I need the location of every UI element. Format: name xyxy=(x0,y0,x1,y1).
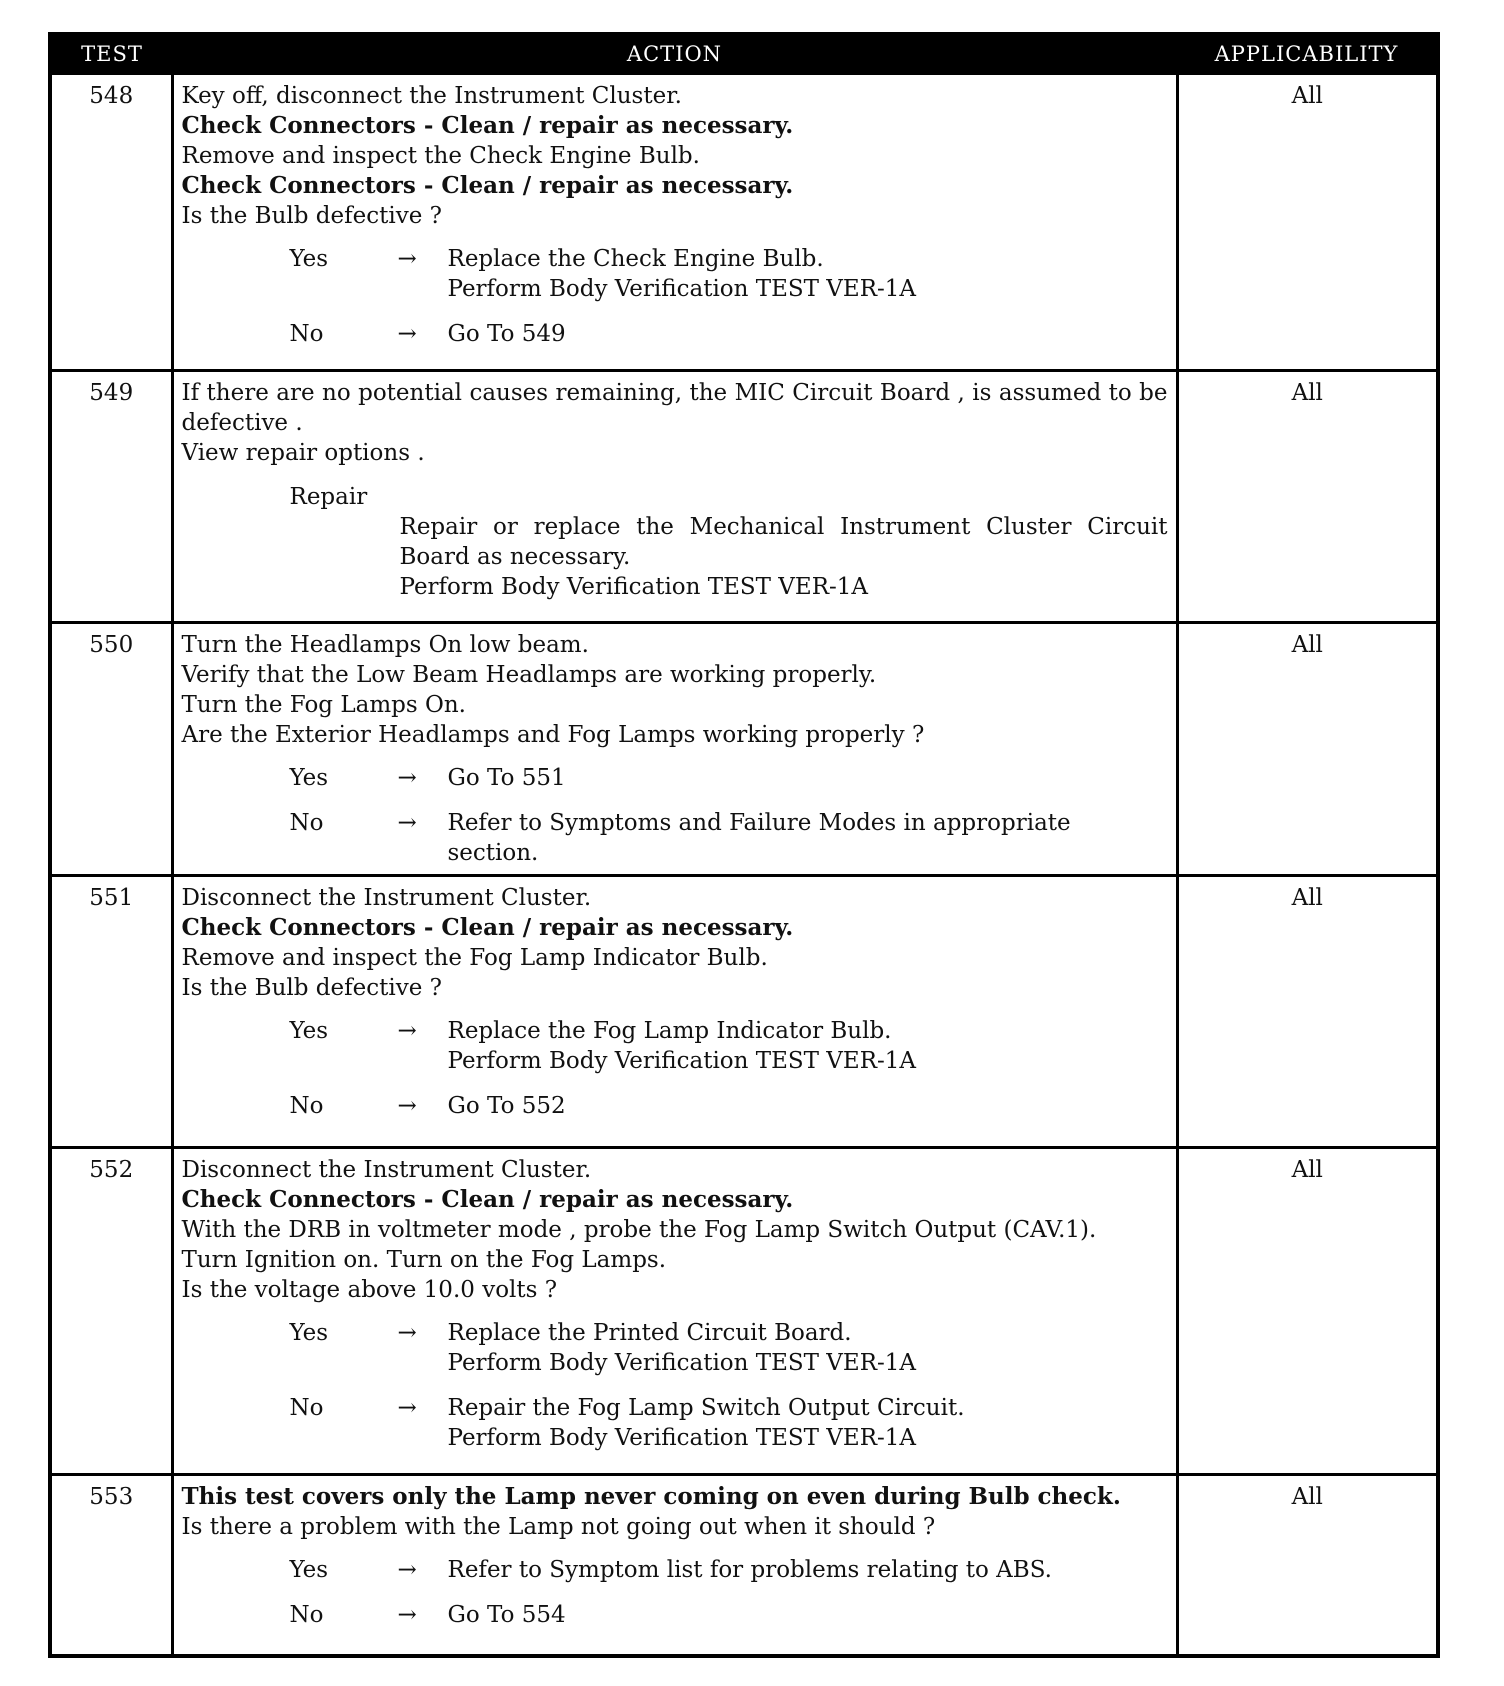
table-row xyxy=(50,623,1438,876)
applicability-value: All xyxy=(1177,371,1438,623)
instruction-bold-line: Check Connectors - Clean / repair as necessary. xyxy=(181,1186,794,1213)
repair-line: Repair or replace the Mechanical Instrument Cluster Circuit Board as necessary. xyxy=(399,514,1168,570)
option-result-line: Replace the Check Engine Bulb. xyxy=(447,246,824,272)
table-row xyxy=(50,1148,1438,1475)
test-number: 549 xyxy=(50,371,172,623)
action-cell xyxy=(172,1148,1177,1475)
instruction-line: Remove and inspect the Check Engine Bulb. xyxy=(181,143,700,169)
option-label: No xyxy=(289,321,324,347)
header-applicability: APPLICABILITY xyxy=(1177,34,1438,74)
diagnostic-test-table xyxy=(48,32,1440,1658)
answer-option-yes xyxy=(182,1016,1168,1076)
option-result-line: Replace the Fog Lamp Indicator Bulb. xyxy=(447,1018,892,1044)
table-row xyxy=(50,876,1438,1148)
arrow-right-icon: → xyxy=(397,1395,417,1421)
option-label: Yes xyxy=(289,1557,329,1583)
action-cell xyxy=(172,1475,1177,1656)
action-cell xyxy=(172,876,1177,1148)
instruction-line: Turn the Fog Lamps On. xyxy=(181,692,466,718)
option-label: Yes xyxy=(289,246,329,272)
arrow-right-icon: → xyxy=(397,765,417,791)
option-label: No xyxy=(289,1093,324,1119)
table-row xyxy=(50,74,1438,371)
option-result xyxy=(448,1091,1168,1121)
option-result-line: Refer to Symptoms and Failure Modes in appropriate section. xyxy=(447,810,1071,866)
answer-option-yes xyxy=(182,763,1168,793)
table-row xyxy=(50,371,1438,623)
instruction-bold-line: Check Connectors - Clean / repair as necessary. xyxy=(181,172,794,199)
arrow-right-icon: → xyxy=(397,1093,417,1119)
arrow-right-icon: → xyxy=(397,1557,417,1583)
instruction-line: Turn the Headlamps On low beam. xyxy=(181,632,589,658)
test-number: 550 xyxy=(50,623,172,876)
option-label: Yes xyxy=(289,1320,329,1346)
repair-label: Repair xyxy=(289,484,368,510)
action-cell xyxy=(172,623,1177,876)
repair-line: Perform Body Verification TEST VER-1A xyxy=(399,574,869,600)
option-result-line: Replace the Printed Circuit Board. xyxy=(447,1320,852,1346)
option-result-line: Perform Body Verification TEST VER-1A xyxy=(447,1350,917,1376)
option-result-line: Go To 551 xyxy=(447,765,566,791)
option-label: No xyxy=(289,810,324,836)
option-result-line: Perform Body Verification TEST VER-1A xyxy=(447,1048,917,1074)
instruction-line: Remove and inspect the Fog Lamp Indicator Bulb. xyxy=(181,945,768,971)
option-result xyxy=(448,1016,1168,1076)
instruction-line: Is the voltage above 10.0 volts ? xyxy=(181,1277,558,1303)
action-cell xyxy=(172,74,1177,371)
applicability-value: All xyxy=(1177,74,1438,371)
applicability-value: All xyxy=(1177,1148,1438,1475)
arrow-right-icon: → xyxy=(397,1602,417,1628)
option-result-line: Go To 549 xyxy=(447,321,566,347)
option-result-line: Repair the Fog Lamp Switch Output Circuit. xyxy=(447,1395,965,1421)
arrow-right-icon: → xyxy=(397,246,417,272)
option-result xyxy=(448,244,1168,304)
action-cell xyxy=(172,371,1177,623)
table-header-row xyxy=(50,34,1438,74)
option-result-line: Perform Body Verification TEST VER-1A xyxy=(447,276,917,302)
option-result-line: Perform Body Verification TEST VER-1A xyxy=(447,1425,917,1451)
arrow-right-icon: → xyxy=(397,1320,417,1346)
arrow-right-icon: → xyxy=(397,810,417,836)
answer-option-no xyxy=(182,319,1168,349)
option-result xyxy=(448,1393,1168,1453)
option-result xyxy=(448,808,1168,868)
instruction-line: Are the Exterior Headlamps and Fog Lamps working properly ? xyxy=(181,722,925,748)
option-result-line: Refer to Symptom list for problems relating to ABS. xyxy=(447,1557,1052,1583)
answer-option-yes xyxy=(182,244,1168,304)
instruction-line: Turn Ignition on. Turn on the Fog Lamps. xyxy=(181,1247,667,1273)
instruction-line: Verify that the Low Beam Headlamps are working properly. xyxy=(181,662,877,688)
instruction-line: Disconnect the Instrument Cluster. xyxy=(181,885,592,911)
instruction-line: With the DRB in voltmeter mode , probe the Fog Lamp Switch Output (CAV.1). xyxy=(181,1217,1097,1243)
option-label: Yes xyxy=(289,765,329,791)
table-row xyxy=(50,1475,1438,1656)
instruction-line: View repair options . xyxy=(181,440,425,466)
table-body xyxy=(50,74,1438,1656)
instruction-line: Is the Bulb defective ? xyxy=(181,975,442,1001)
instruction-line: If there are no potential causes remaining, the MIC Circuit Board , is assumed to be defective . xyxy=(181,380,1168,436)
applicability-value: All xyxy=(1177,623,1438,876)
answer-option-yes xyxy=(182,1555,1168,1585)
answer-option-no xyxy=(182,1091,1168,1121)
answer-option-no xyxy=(182,808,1168,868)
instruction-line: Disconnect the Instrument Cluster. xyxy=(181,1157,592,1183)
answer-option-no xyxy=(182,1600,1168,1630)
answer-option-no xyxy=(182,1393,1168,1453)
instruction-line: Key off, disconnect the Instrument Cluster. xyxy=(181,83,682,109)
test-number: 551 xyxy=(50,876,172,1148)
option-result-line: Go To 552 xyxy=(447,1093,566,1119)
option-result xyxy=(448,319,1168,349)
arrow-right-icon: → xyxy=(397,1018,417,1044)
arrow-right-icon: → xyxy=(397,321,417,347)
header-test: TEST xyxy=(50,34,172,74)
option-result xyxy=(448,1318,1168,1378)
instruction-bold-line: Check Connectors - Clean / repair as necessary. xyxy=(181,914,794,941)
repair-instructions xyxy=(182,512,1168,602)
instruction-bold-line: This test covers only the Lamp never coming on even during Bulb check. xyxy=(181,1483,1121,1510)
option-result xyxy=(448,763,1168,793)
header-action: ACTION xyxy=(172,34,1177,74)
option-result-line: Go To 554 xyxy=(447,1602,566,1628)
instruction-line: Is the Bulb defective ? xyxy=(181,203,442,229)
option-label: No xyxy=(289,1602,324,1628)
test-number: 548 xyxy=(50,74,172,371)
option-result xyxy=(448,1600,1168,1630)
instruction-line: Is there a problem with the Lamp not going out when it should ? xyxy=(181,1514,936,1540)
instruction-bold-line: Check Connectors - Clean / repair as necessary. xyxy=(181,112,794,139)
applicability-value: All xyxy=(1177,1475,1438,1656)
test-number: 553 xyxy=(50,1475,172,1656)
option-label: No xyxy=(289,1395,324,1421)
answer-option-yes xyxy=(182,1318,1168,1378)
option-label: Yes xyxy=(289,1018,329,1044)
option-result xyxy=(448,1555,1168,1585)
applicability-value: All xyxy=(1177,876,1438,1148)
test-number: 552 xyxy=(50,1148,172,1475)
